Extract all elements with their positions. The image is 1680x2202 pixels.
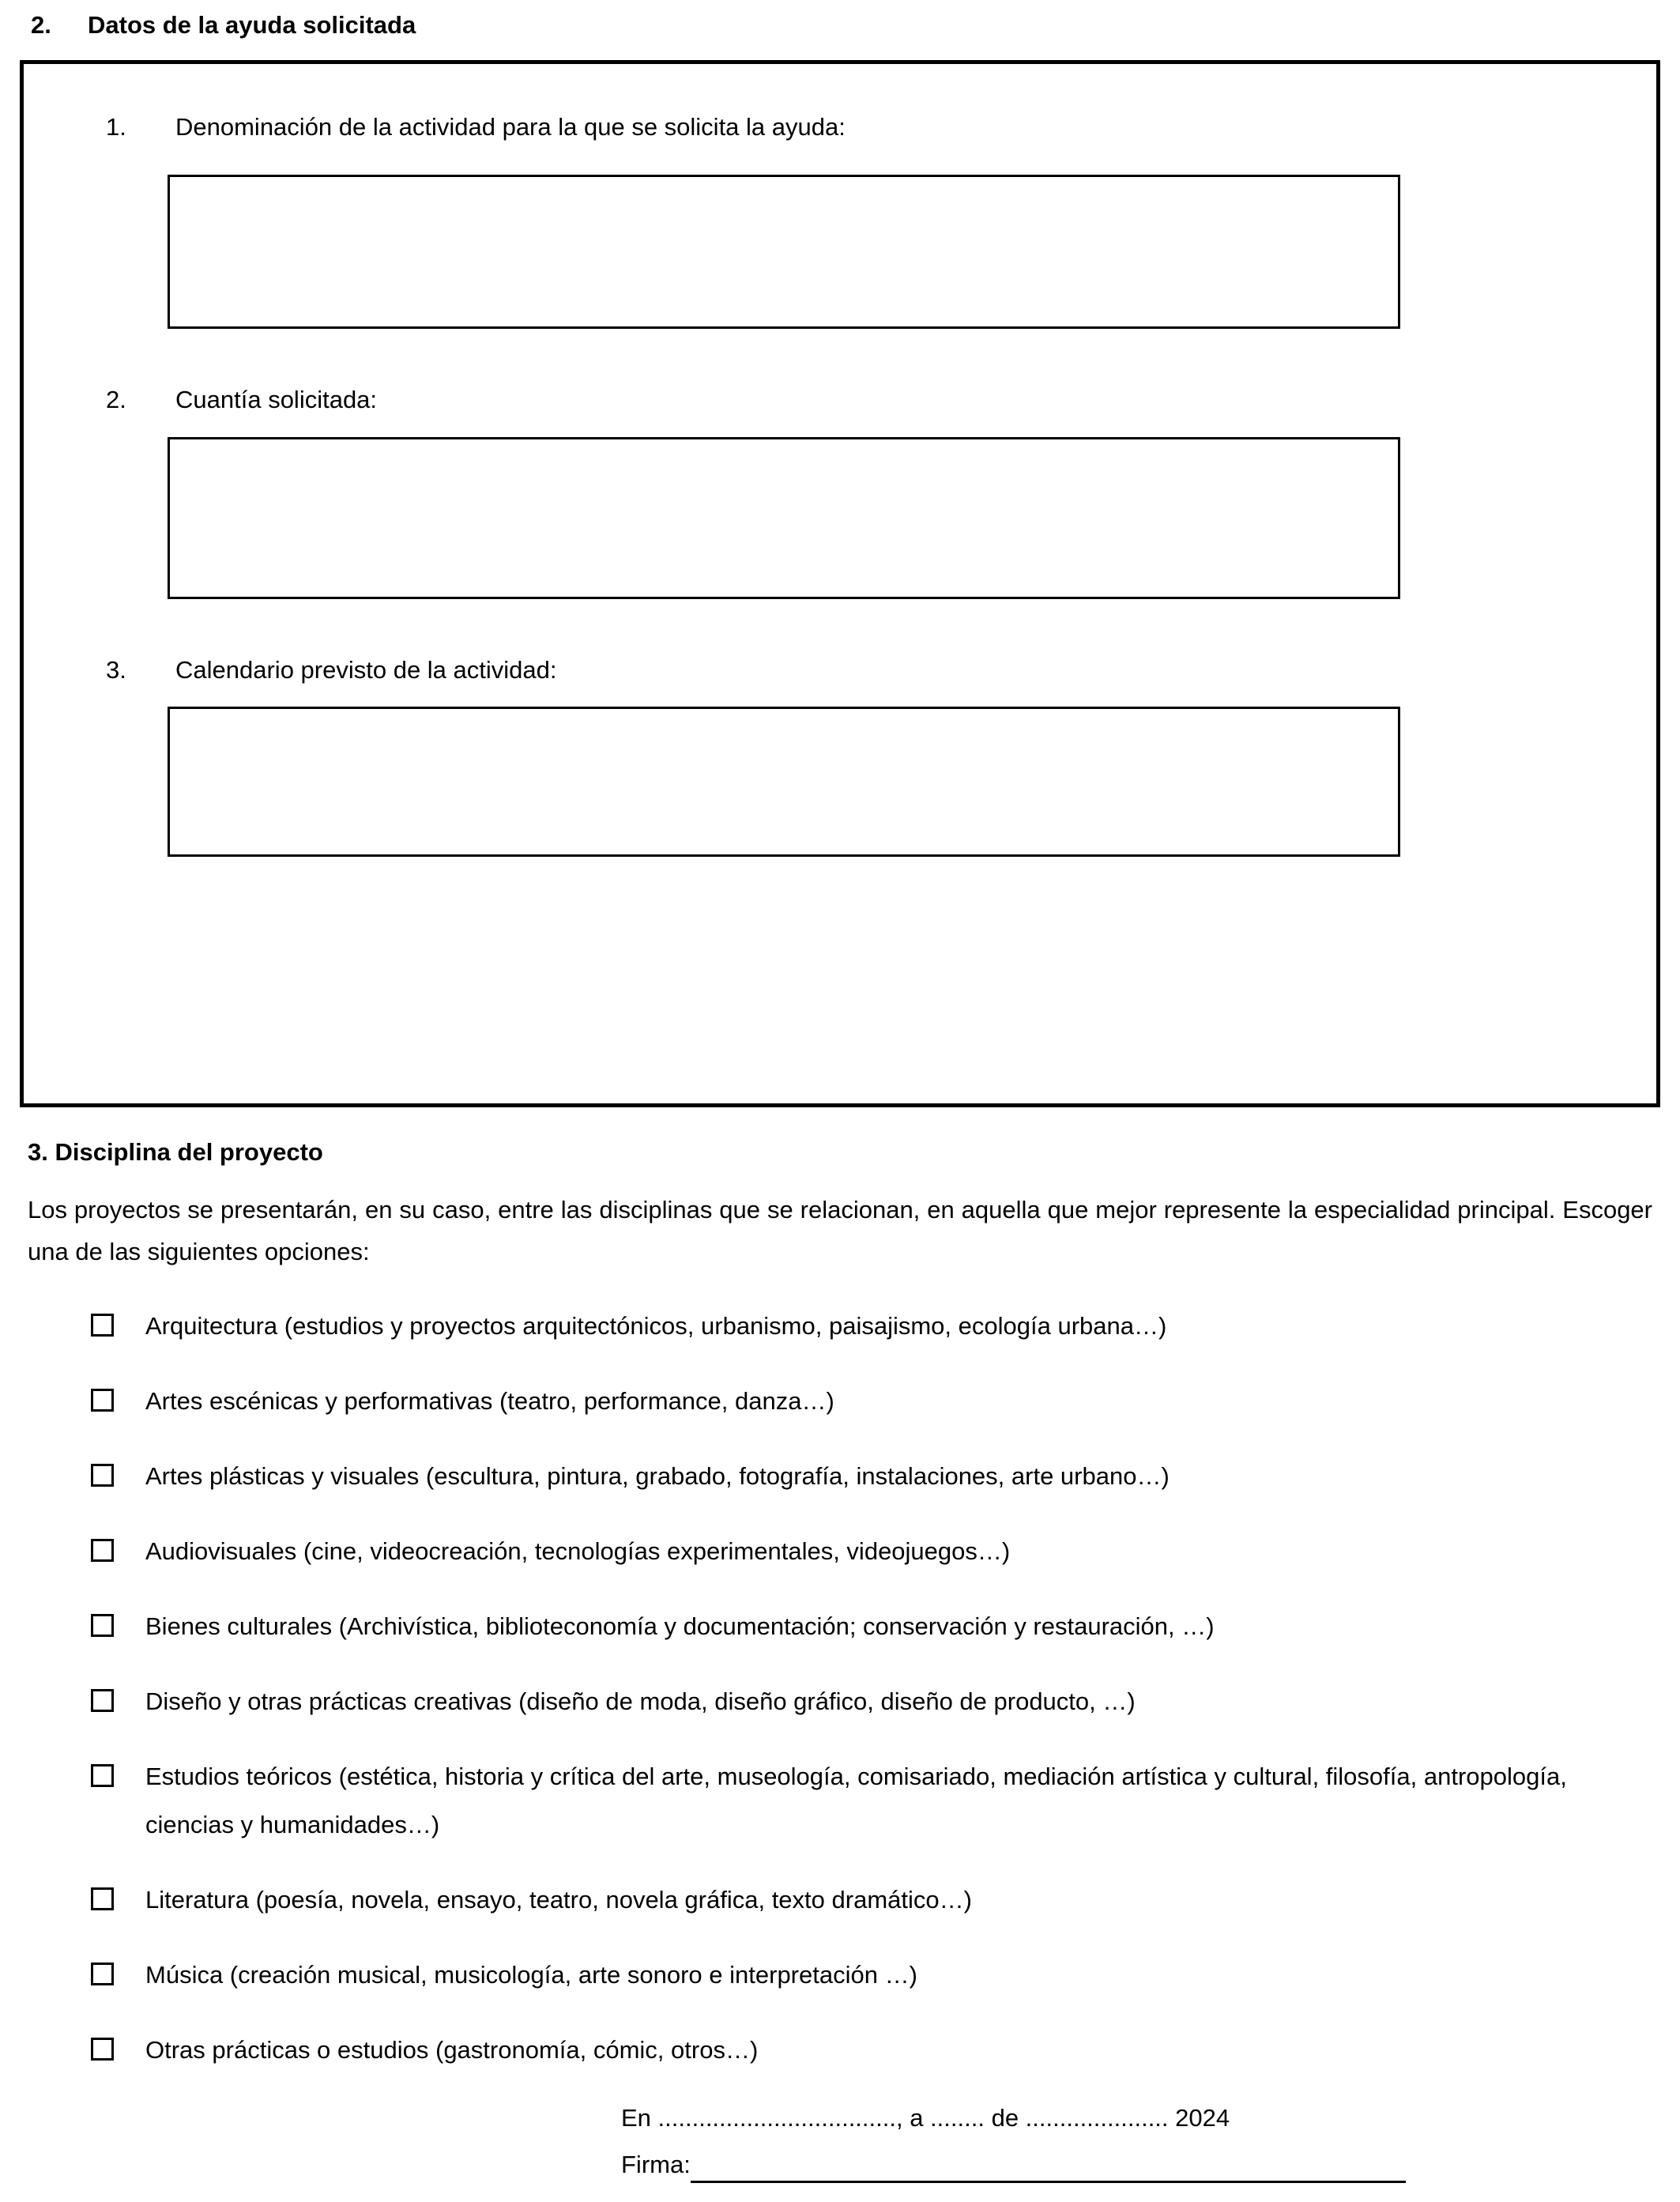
discipline-option-audiovisuales [91,1527,1652,1575]
discipline-option-label: Música (creación musical, musicología, arte sonoro e interpretación …) [145,1961,917,1989]
field-label-row [24,111,1656,143]
document [0,9,1680,2202]
field-label-row [24,654,1656,686]
discipline-option-label: Diseño y otras prácticas creativas (diseño de moda, diseño gráfico, diseño de producto, …) [145,1687,1136,1715]
section-3-intro: Los proyectos se presentarán, en su caso, entre las disciplinas que se relacionan, en aquella que mejor represente la especialidad principal. Escoger una de las siguientes opciones: [28,1196,1652,1265]
discipline-option-otras [91,2026,1652,2074]
discipline-option-label: Audiovisuales (cine, videocreación, tecnologías experimentales, videojuegos…) [145,1537,1011,1565]
field-number: 1. [106,113,126,141]
section-2-title: Datos de la ayuda solicitada [88,11,416,39]
aid-data-box [20,60,1660,1107]
section-2-number: 2. [31,11,51,39]
checkbox-bienes-culturales[interactable] [91,1614,114,1637]
discipline-options [91,1302,1652,2074]
signature-row [621,2147,1680,2183]
activity-calendar-input[interactable] [168,707,1400,857]
checkbox-otras[interactable] [91,2038,114,2061]
date-line: En ..................................., a ........ de ..................... 2024 [621,2104,1230,2132]
discipline-option-diseno [91,1677,1652,1725]
field-amount-requested [24,384,1656,599]
discipline-option-artes-plasticas [91,1452,1652,1500]
field-activity-calendar [24,654,1656,857]
discipline-option-label: Bienes culturales (Archivística, biblioteconomía y documentación; conservación y restauración, …) [145,1612,1215,1640]
checkbox-literatura[interactable] [91,1887,114,1910]
field-number: 2. [106,386,126,413]
checkbox-arquitectura[interactable] [91,1314,114,1337]
checkbox-estudios-teoricos[interactable] [91,1764,114,1787]
checkbox-musica[interactable] [91,1963,114,1985]
field-label: Cuantía solicitada: [175,386,378,413]
field-label: Calendario previsto de la actividad: [175,656,557,684]
section-2-heading [31,9,1680,41]
field-number: 3. [106,656,126,684]
discipline-option-label: Artes plásticas y visuales (escultura, pintura, grabado, fotografía, instalaciones, arte urbano…) [145,1462,1170,1490]
signature-line[interactable] [691,2153,1406,2183]
discipline-option-label: Literatura (poesía, novela, ensayo, teatro, novela gráfica, texto dramático…) [145,1886,972,1914]
checkbox-artes-escenicas[interactable] [91,1389,114,1412]
discipline-option-label: Artes escénicas y performativas (teatro, performance, danza…) [145,1387,834,1415]
discipline-option-label: Otras prácticas o estudios (gastronomía, cómic, otros…) [145,2036,759,2064]
amount-requested-input[interactable] [168,437,1400,599]
signature-label: Firma: [621,2151,691,2178]
discipline-option-literatura [91,1876,1652,1924]
section-3-title: 3. Disciplina del proyecto [28,1138,323,1166]
discipline-option-musica [91,1951,1652,1999]
discipline-option-estudios-teoricos [91,1752,1652,1849]
discipline-option-arquitectura [91,1302,1652,1350]
field-label: Denominación de la actividad para la que se solicita la ayuda: [175,113,846,141]
discipline-option-artes-escenicas [91,1377,1652,1425]
discipline-option-bienes-culturales [91,1602,1652,1650]
checkbox-diseno[interactable] [91,1689,114,1712]
discipline-option-label: Estudios teóricos (estética, historia y crítica del arte, museología, comisariado, mediación artística y cultural, filosofía, antropología, ciencias y humanidades…) [145,1763,1567,1838]
field-activity-name [24,111,1656,329]
checkbox-audiovisuales[interactable] [91,1539,114,1562]
checkbox-artes-plasticas[interactable] [91,1464,114,1487]
activity-name-input[interactable] [168,175,1400,329]
field-label-row [24,384,1656,416]
discipline-option-label: Arquitectura (estudios y proyectos arquitectónicos, urbanismo, paisajismo, ecología urbana…) [145,1312,1167,1340]
